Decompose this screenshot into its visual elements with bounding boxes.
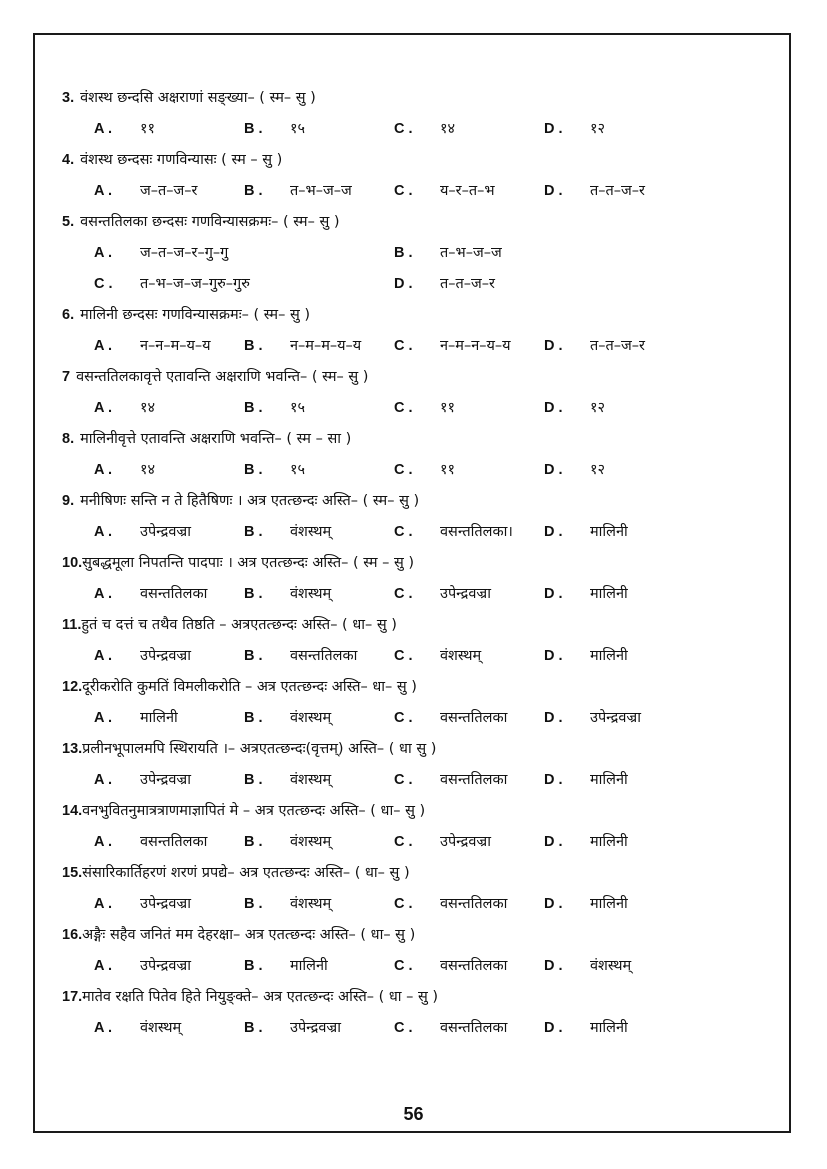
option-label: B .	[244, 121, 263, 137]
option-label: D .	[544, 896, 563, 912]
question-number: 7	[62, 369, 71, 385]
option-b	[244, 398, 305, 418]
question-text: हुतं च दत्तं च तथैव तिष्ठति – अत्रएतत्छन्दः अस्ति– ( धा– सु )	[81, 617, 397, 633]
question-text: वसन्ततिलका छन्दसः गणविन्यासक्रमः– ( स्म– सु )	[80, 214, 340, 230]
option-label: C .	[394, 896, 413, 912]
question-line	[62, 491, 419, 511]
option-c	[394, 956, 507, 976]
option-value: वसन्ततिलका	[440, 958, 508, 974]
option-a	[94, 336, 211, 356]
option-value: वंशस्थम्	[140, 1020, 182, 1036]
option-d	[544, 460, 605, 480]
option-d	[544, 336, 645, 356]
option-label: B .	[244, 524, 263, 540]
option-label: B .	[244, 1020, 263, 1036]
option-value: मालिनी	[590, 896, 628, 912]
option-value: ११	[440, 400, 456, 416]
question-number: 12.	[62, 679, 83, 695]
option-value: वंशस्थम्	[590, 958, 632, 974]
question-text: संसारिकार्तिहरणं शरणं प्रपद्ये– अत्र एतत्छन्दः अस्ति– ( धा– सु )	[82, 865, 410, 881]
option-label: D .	[394, 276, 413, 292]
option-c	[394, 894, 507, 914]
option-c	[394, 181, 495, 201]
question-line	[62, 739, 436, 759]
question-number: 11.	[62, 617, 82, 633]
option-value: वसन्ततिलका	[440, 1020, 508, 1036]
option-value: १२	[590, 400, 606, 416]
option-b	[244, 894, 331, 914]
option-value: उपेन्द्रवज्रा	[140, 958, 192, 974]
option-label: C .	[394, 183, 413, 199]
option-b	[244, 1018, 341, 1038]
option-value: वंशस्थम्	[290, 834, 332, 850]
option-b	[244, 119, 305, 139]
option-label: C .	[394, 1020, 413, 1036]
option-label: D .	[544, 338, 563, 354]
option-a	[94, 708, 178, 728]
question-text: मातेव रक्षति पितेव हिते नियुङ्क्ते– अत्र एतत्छन्दः अस्ति– ( धा – सु )	[82, 989, 439, 1005]
option-d	[544, 1018, 628, 1038]
option-label: D .	[544, 648, 563, 664]
option-value: मालिनी	[590, 586, 628, 602]
option-label: A .	[94, 183, 112, 199]
option-label: C .	[394, 462, 413, 478]
option-label: B .	[244, 834, 263, 850]
option-d	[544, 832, 628, 852]
option-c	[394, 646, 481, 666]
option-b	[244, 770, 331, 790]
option-d	[544, 584, 628, 604]
option-a	[94, 1018, 181, 1038]
option-value: मालिनी	[290, 958, 328, 974]
option-label: A .	[94, 834, 112, 850]
option-value: वंशस्थम्	[290, 896, 332, 912]
option-label: B .	[394, 245, 413, 261]
option-label: B .	[244, 710, 263, 726]
question-number: 8.	[62, 431, 75, 447]
option-a	[94, 522, 191, 542]
option-value: त–त–ज–र	[590, 338, 645, 354]
option-b	[244, 584, 331, 604]
question-number: 6.	[62, 307, 75, 323]
option-value: वंशस्थम्	[290, 710, 332, 726]
question-line	[62, 553, 414, 573]
option-d	[394, 274, 495, 294]
option-a	[94, 181, 197, 201]
option-c	[394, 708, 507, 728]
question-text: सुबद्धमूला निपतन्ति पादपाः । अत्र एतत्छन्दः अस्ति– ( स्म – सु )	[82, 555, 415, 571]
option-value: न–म–न–य–य	[440, 338, 511, 354]
page-number: 56	[403, 1104, 424, 1124]
option-value: वसन्ततिलका	[290, 648, 358, 664]
option-label: D .	[544, 121, 563, 137]
question-text: प्रलीनभूपालमपि स्थिरायति ।– अत्रएतत्छन्दः(वृत्तम्) अस्ति– ( धा सु )	[82, 741, 437, 757]
question-text: मनीषिणः सन्ति न ते हितैषिणः । अत्र एतत्छन्दः अस्ति– ( स्म– सु )	[80, 493, 420, 509]
option-label: C .	[394, 648, 413, 664]
option-label: D .	[544, 958, 563, 974]
option-a	[94, 398, 155, 418]
option-label: C .	[394, 834, 413, 850]
option-value: १२	[590, 462, 606, 478]
option-d	[544, 398, 605, 418]
question-number: 17.	[62, 989, 83, 1005]
question-number: 13.	[62, 741, 83, 757]
option-label: C .	[394, 586, 413, 602]
option-a	[94, 460, 155, 480]
option-label: B .	[244, 648, 263, 664]
question-line	[62, 212, 340, 232]
option-label: C .	[394, 400, 413, 416]
option-a	[94, 894, 191, 914]
option-value: न–म–म–य–य	[290, 338, 362, 354]
option-d	[544, 522, 628, 542]
option-value: य–र–त–भ	[440, 183, 495, 199]
option-label: B .	[244, 896, 263, 912]
option-a	[94, 956, 191, 976]
option-value: ज–त–ज–र–गु–गु	[140, 245, 229, 261]
option-value: उपेन्द्रवज्रा	[290, 1020, 342, 1036]
option-label: A .	[94, 896, 112, 912]
option-value: उपेन्द्रवज्रा	[440, 586, 492, 602]
option-b	[244, 336, 361, 356]
option-value: १४	[140, 462, 156, 478]
option-value: उपेन्द्रवज्रा	[140, 772, 192, 788]
option-label: C .	[394, 338, 413, 354]
option-c	[394, 398, 455, 418]
option-value: मालिनी	[590, 524, 628, 540]
option-a	[94, 243, 228, 263]
option-b	[244, 646, 357, 666]
option-c	[394, 522, 513, 542]
option-c	[94, 274, 250, 294]
option-value: वसन्ततिलका	[440, 710, 508, 726]
question-number: 9.	[62, 493, 75, 509]
option-label: C .	[394, 958, 413, 974]
option-value: उपेन्द्रवज्रा	[590, 710, 642, 726]
option-label: A .	[94, 1020, 112, 1036]
question-line	[62, 367, 368, 387]
option-b	[244, 708, 331, 728]
option-d	[544, 956, 631, 976]
option-label: C .	[394, 524, 413, 540]
question-text: वसन्ततिलकावृत्ते एतावन्ति अक्षराणि भवन्ति– ( स्म– सु )	[76, 369, 369, 385]
option-label: A .	[94, 245, 112, 261]
question-line	[62, 88, 316, 108]
option-value: त–त–ज–र	[440, 276, 495, 292]
option-label: A .	[94, 524, 112, 540]
option-a	[94, 584, 207, 604]
option-b	[244, 181, 352, 201]
option-value: वंशस्थम्	[290, 586, 332, 602]
question-line	[62, 429, 351, 449]
option-label: D .	[544, 183, 563, 199]
option-value: ज–त–ज–र	[140, 183, 198, 199]
option-value: १४	[140, 400, 156, 416]
option-value: मालिनी	[590, 1020, 628, 1036]
option-label: D .	[544, 710, 563, 726]
option-label: B .	[244, 958, 263, 974]
question-text: मालिनी छन्दसः गणविन्यासक्रमः– ( स्म– सु )	[80, 307, 311, 323]
option-value: मालिनी	[590, 772, 628, 788]
question-line	[62, 801, 425, 821]
option-a	[94, 770, 191, 790]
option-label: D .	[544, 834, 563, 850]
option-value: त–भ–ज–ज	[440, 245, 502, 261]
option-label: D .	[544, 1020, 563, 1036]
question-text: वनभुवितनुमात्रत्राणमाज्ञापितं मे – अत्र एतत्छन्दः अस्ति– ( धा– सु )	[82, 803, 426, 819]
option-value: वंशस्थम्	[290, 524, 332, 540]
question-number: 4.	[62, 152, 75, 168]
option-value: उपेन्द्रवज्रा	[140, 524, 192, 540]
question-text: वंशस्थ छन्दसि अक्षराणां सङ्ख्या– ( स्म– सु )	[80, 90, 316, 106]
option-b	[244, 460, 305, 480]
option-a	[94, 832, 207, 852]
question-number: 14.	[62, 803, 83, 819]
option-value: मालिनी	[590, 834, 628, 850]
question-text: मालिनीवृत्ते एतावन्ति अक्षराणि भवन्ति– ( स्म – सा )	[80, 431, 352, 447]
question-text: वंशस्थ छन्दसः गणविन्यासः ( स्म – सु )	[80, 152, 283, 168]
question-line	[62, 615, 397, 635]
option-label: D .	[544, 524, 563, 540]
option-value: ११	[140, 121, 156, 137]
option-label: A .	[94, 462, 112, 478]
option-value: त–भ–ज–ज	[290, 183, 352, 199]
option-d	[544, 770, 628, 790]
question-number: 3.	[62, 90, 75, 106]
option-d	[544, 119, 605, 139]
option-label: B .	[244, 462, 263, 478]
option-d	[544, 708, 641, 728]
option-value: वंशस्थम्	[440, 648, 482, 664]
option-c	[394, 1018, 507, 1038]
option-label: B .	[244, 400, 263, 416]
option-label: C .	[394, 710, 413, 726]
option-label: C .	[94, 276, 113, 292]
option-value: उपेन्द्रवज्रा	[440, 834, 492, 850]
option-value: १५	[290, 121, 306, 137]
option-b	[244, 956, 328, 976]
question-number: 16.	[62, 927, 83, 943]
question-line	[62, 863, 410, 883]
option-value: उपेन्द्रवज्रा	[140, 896, 192, 912]
question-text: अङ्गैः सहैव जनितं मम देहरक्षा– अत्र एतत्छन्दः अस्ति– ( धा– सु )	[82, 927, 416, 943]
option-label: A .	[94, 586, 112, 602]
option-c	[394, 119, 455, 139]
option-value: १४	[440, 121, 456, 137]
question-number: 10.	[62, 555, 83, 571]
option-label: B .	[244, 338, 263, 354]
option-label: D .	[544, 586, 563, 602]
option-value: न–न–म–य–य	[140, 338, 211, 354]
option-c	[394, 584, 491, 604]
option-d	[544, 181, 645, 201]
question-line	[62, 925, 415, 945]
option-label: B .	[244, 772, 263, 788]
option-label: D .	[544, 772, 563, 788]
option-value: वसन्ततिलका।	[440, 524, 513, 540]
option-label: A .	[94, 772, 112, 788]
option-c	[394, 336, 511, 356]
option-d	[544, 894, 628, 914]
option-value: १५	[290, 400, 306, 416]
question-number: 15.	[62, 865, 83, 881]
option-label: A .	[94, 400, 112, 416]
option-label: C .	[394, 121, 413, 137]
option-value: १५	[290, 462, 306, 478]
question-line	[62, 150, 282, 170]
option-a	[94, 646, 191, 666]
option-label: A .	[94, 710, 112, 726]
option-label: D .	[544, 400, 563, 416]
option-value: वंशस्थम्	[290, 772, 332, 788]
option-label: A .	[94, 121, 112, 137]
option-value: मालिनी	[140, 710, 178, 726]
option-b	[244, 832, 331, 852]
option-value: १२	[590, 121, 606, 137]
option-c	[394, 770, 507, 790]
option-value: त–त–ज–र	[590, 183, 645, 199]
option-b	[394, 243, 502, 263]
option-c	[394, 460, 455, 480]
option-label: B .	[244, 586, 263, 602]
question-text: दूरीकरोति कुमतिं विमलीकरोति – अत्र एतत्छन्दः अस्ति– धा– सु )	[82, 679, 417, 695]
question-line	[62, 305, 310, 325]
option-label: B .	[244, 183, 263, 199]
option-label: A .	[94, 648, 112, 664]
option-c	[394, 832, 491, 852]
option-label: A .	[94, 338, 112, 354]
option-value: ११	[440, 462, 456, 478]
option-value: वसन्ततिलका	[140, 834, 208, 850]
question-number: 5.	[62, 214, 75, 230]
option-a	[94, 119, 155, 139]
option-value: वसन्ततिलका	[140, 586, 208, 602]
question-line	[62, 677, 417, 697]
option-label: A .	[94, 958, 112, 974]
option-value: त–भ–ज–ज–गुरु–गुरु	[140, 276, 250, 292]
option-value: वसन्ततिलका	[440, 772, 508, 788]
option-d	[544, 646, 628, 666]
option-b	[244, 522, 331, 542]
option-value: वसन्ततिलका	[440, 896, 508, 912]
question-line	[62, 987, 438, 1007]
option-label: D .	[544, 462, 563, 478]
option-value: मालिनी	[590, 648, 628, 664]
option-label: C .	[394, 772, 413, 788]
option-value: उपेन्द्रवज्रा	[140, 648, 192, 664]
